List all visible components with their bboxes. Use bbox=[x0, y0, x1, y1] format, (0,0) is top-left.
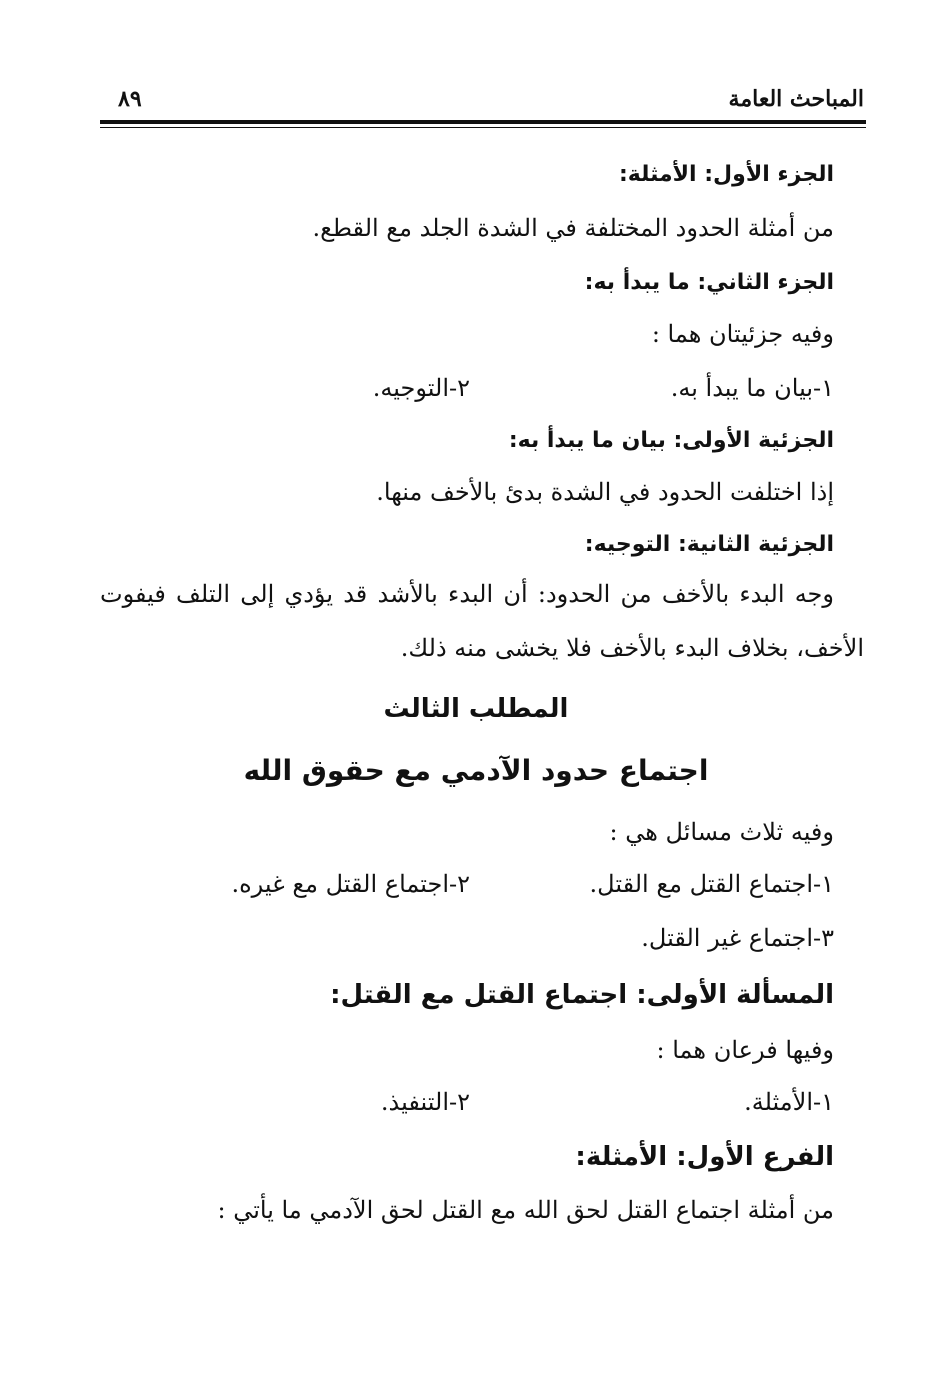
list-item: ١-الأمثلة. bbox=[744, 1088, 834, 1116]
list-item: ٢-التنفيذ. bbox=[380, 1088, 470, 1116]
section-subtitle: اجتماع حدود الآدمي مع حقوق الله bbox=[243, 754, 709, 787]
paragraph-killing-examples: من أمثلة اجتماع القتل لحق الله مع القتل لحق الآدمي ما يأتي : bbox=[217, 1196, 834, 1224]
list-item: ١-بيان ما يبدأ به. bbox=[670, 374, 834, 402]
paragraph-two-branches: وفيها فرعان هما : bbox=[656, 1036, 834, 1064]
header-rule-thick bbox=[100, 120, 866, 124]
heading-part-one: الجزء الأول: الأمثلة: bbox=[618, 162, 834, 187]
header-rule-thin bbox=[100, 127, 866, 128]
paragraph-start-lightest: إذا اختلفت الحدود في الشدة بدئ بالأخف منها. bbox=[376, 478, 834, 506]
list-item: ٢-التوجيه. bbox=[372, 374, 470, 402]
paragraph-justification-line-2: الأخف، بخلاف البدء بالأخف فلا يخشى منه ذلك. bbox=[400, 634, 864, 662]
list-item: ٣-اجتماع غير القتل. bbox=[641, 924, 834, 952]
running-title: المباحث العامة bbox=[728, 86, 864, 112]
heading-part-two: الجزء الثاني: ما يبدأ به: bbox=[584, 270, 834, 295]
paragraph-examples: من أمثلة الحدود المختلفة في الشدة الجلد مع القطع. bbox=[312, 214, 834, 242]
heading-subpart-two: الجزئية الثانية: التوجيه: bbox=[584, 532, 834, 557]
paragraph-justification-line-1: وجه البدء بالأخف من الحدود: أن البدء بالأشد قد يؤدي إلى التلف فيفوت bbox=[100, 580, 834, 608]
list-item: ١-اجتماع القتل مع القتل. bbox=[589, 870, 834, 898]
heading-subpart-one: الجزئية الأولى: بيان ما يبدأ به: bbox=[508, 428, 834, 453]
paragraph-three-issues: وفيه ثلاث مسائل هي : bbox=[609, 818, 834, 846]
page-number: ٨٩ bbox=[118, 86, 142, 112]
heading-branch-one: الفرع الأول: الأمثلة: bbox=[575, 1142, 834, 1172]
heading-issue-one: المسألة الأولى: اجتماع القتل مع القتل: bbox=[330, 980, 834, 1010]
paragraph-two-subparts: وفيه جزئيتان هما : bbox=[651, 320, 834, 348]
list-item: ٢-اجتماع القتل مع غيره. bbox=[231, 870, 470, 898]
section-title: المطلب الثالث bbox=[383, 694, 569, 724]
page-header bbox=[100, 86, 864, 116]
